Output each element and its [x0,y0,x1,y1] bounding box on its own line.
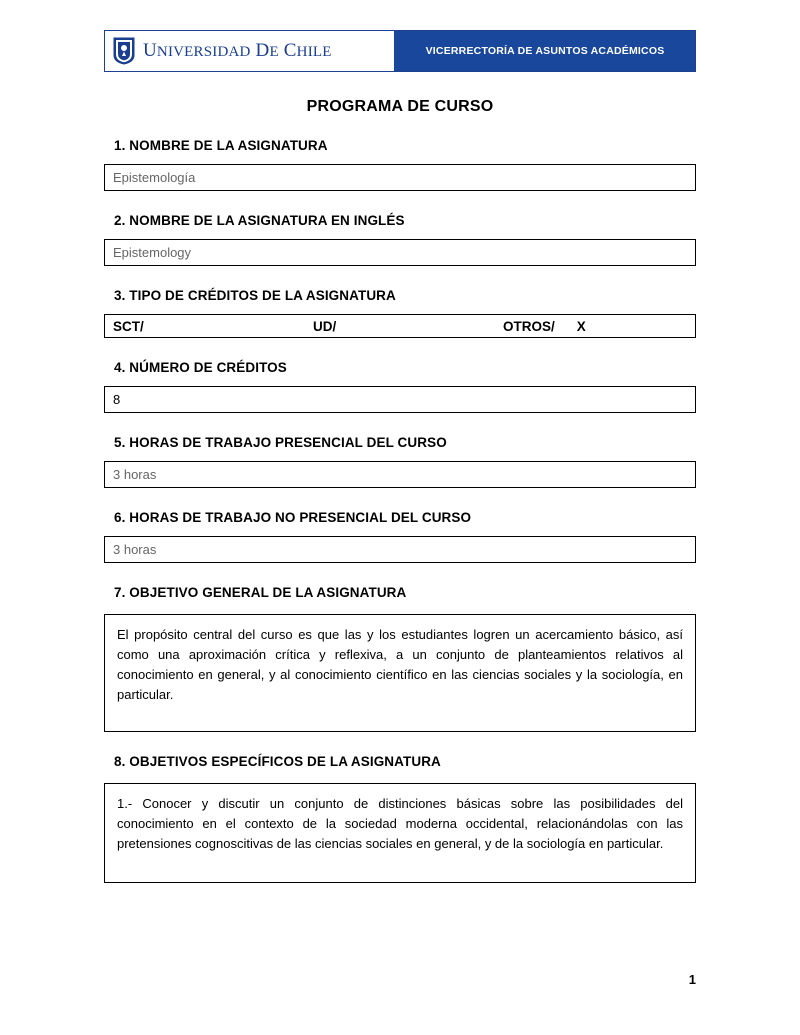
header-banner [104,30,696,72]
credit-label-otros[interactable]: OTROS/ [503,318,555,334]
university-crest-icon [113,37,135,65]
document-content [104,30,696,883]
credit-selected-mark[interactable]: X [576,318,586,334]
field-objetivos-especificos[interactable]: 1.- Conocer y discutir un conjunto de distinciones básicas sobre las posibilidades del conocimiento en el contexto de la sociedad moderna occidental, relacionándolas con las pretensiones cognoscitivas de las ciencias sociales en general, y de la sociología en particular. [104,783,696,883]
field-nombre-asignatura-ingles[interactable]: Epistemology [104,239,696,266]
credit-label-sct[interactable]: SCT/ [113,318,144,334]
page-number: 1 [688,972,696,987]
field-nombre-asignatura[interactable]: Epistemología [104,164,696,191]
field-objetivo-general[interactable]: El propósito central del curso es que las y los estudiantes logren un acercamiento básico, así como una aproximación crítica y reflexiva, a un conjunto de planteamientos relativos al conocimiento en general, y al conocimiento científico en las ciencias sociales y la sociología, en particular. [104,614,696,732]
credit-label-ud[interactable]: UD/ [313,318,337,334]
field-numero-creditos[interactable]: 8 [104,386,696,413]
section-heading-8: 8. OBJETIVOS ESPECÍFICOS DE LA ASIGNATURA [114,754,441,769]
field-horas-no-presencial[interactable]: 3 horas [104,536,696,563]
university-name: UNIVERSIDAD DE CHILE [143,40,332,61]
section-heading-4: 4. NÚMERO DE CRÉDITOS [114,360,287,375]
section-heading-5: 5. HORAS DE TRABAJO PRESENCIAL DEL CURSO [114,435,447,450]
section-heading-2: 2. NOMBRE DE LA ASIGNATURA EN INGLÉS [114,213,405,228]
header-banner-left [105,31,395,71]
field-horas-presencial[interactable]: 3 horas [104,461,696,488]
page-title: PROGRAMA DE CURSO [306,98,494,115]
section-heading-3: 3. TIPO DE CRÉDITOS DE LA ASIGNATURA [114,288,396,303]
section-heading-6: 6. HORAS DE TRABAJO NO PRESENCIAL DEL CURSO [114,510,472,525]
section-heading-1: 1. NOMBRE DE LA ASIGNATURA [114,138,328,153]
credit-type-row [104,314,696,338]
section-heading-7: 7. OBJETIVO GENERAL DE LA ASIGNATURA [114,585,407,600]
vicerrectoria-label: VICERRECTORÍA DE ASUNTOS ACADÉMICOS [395,31,695,71]
